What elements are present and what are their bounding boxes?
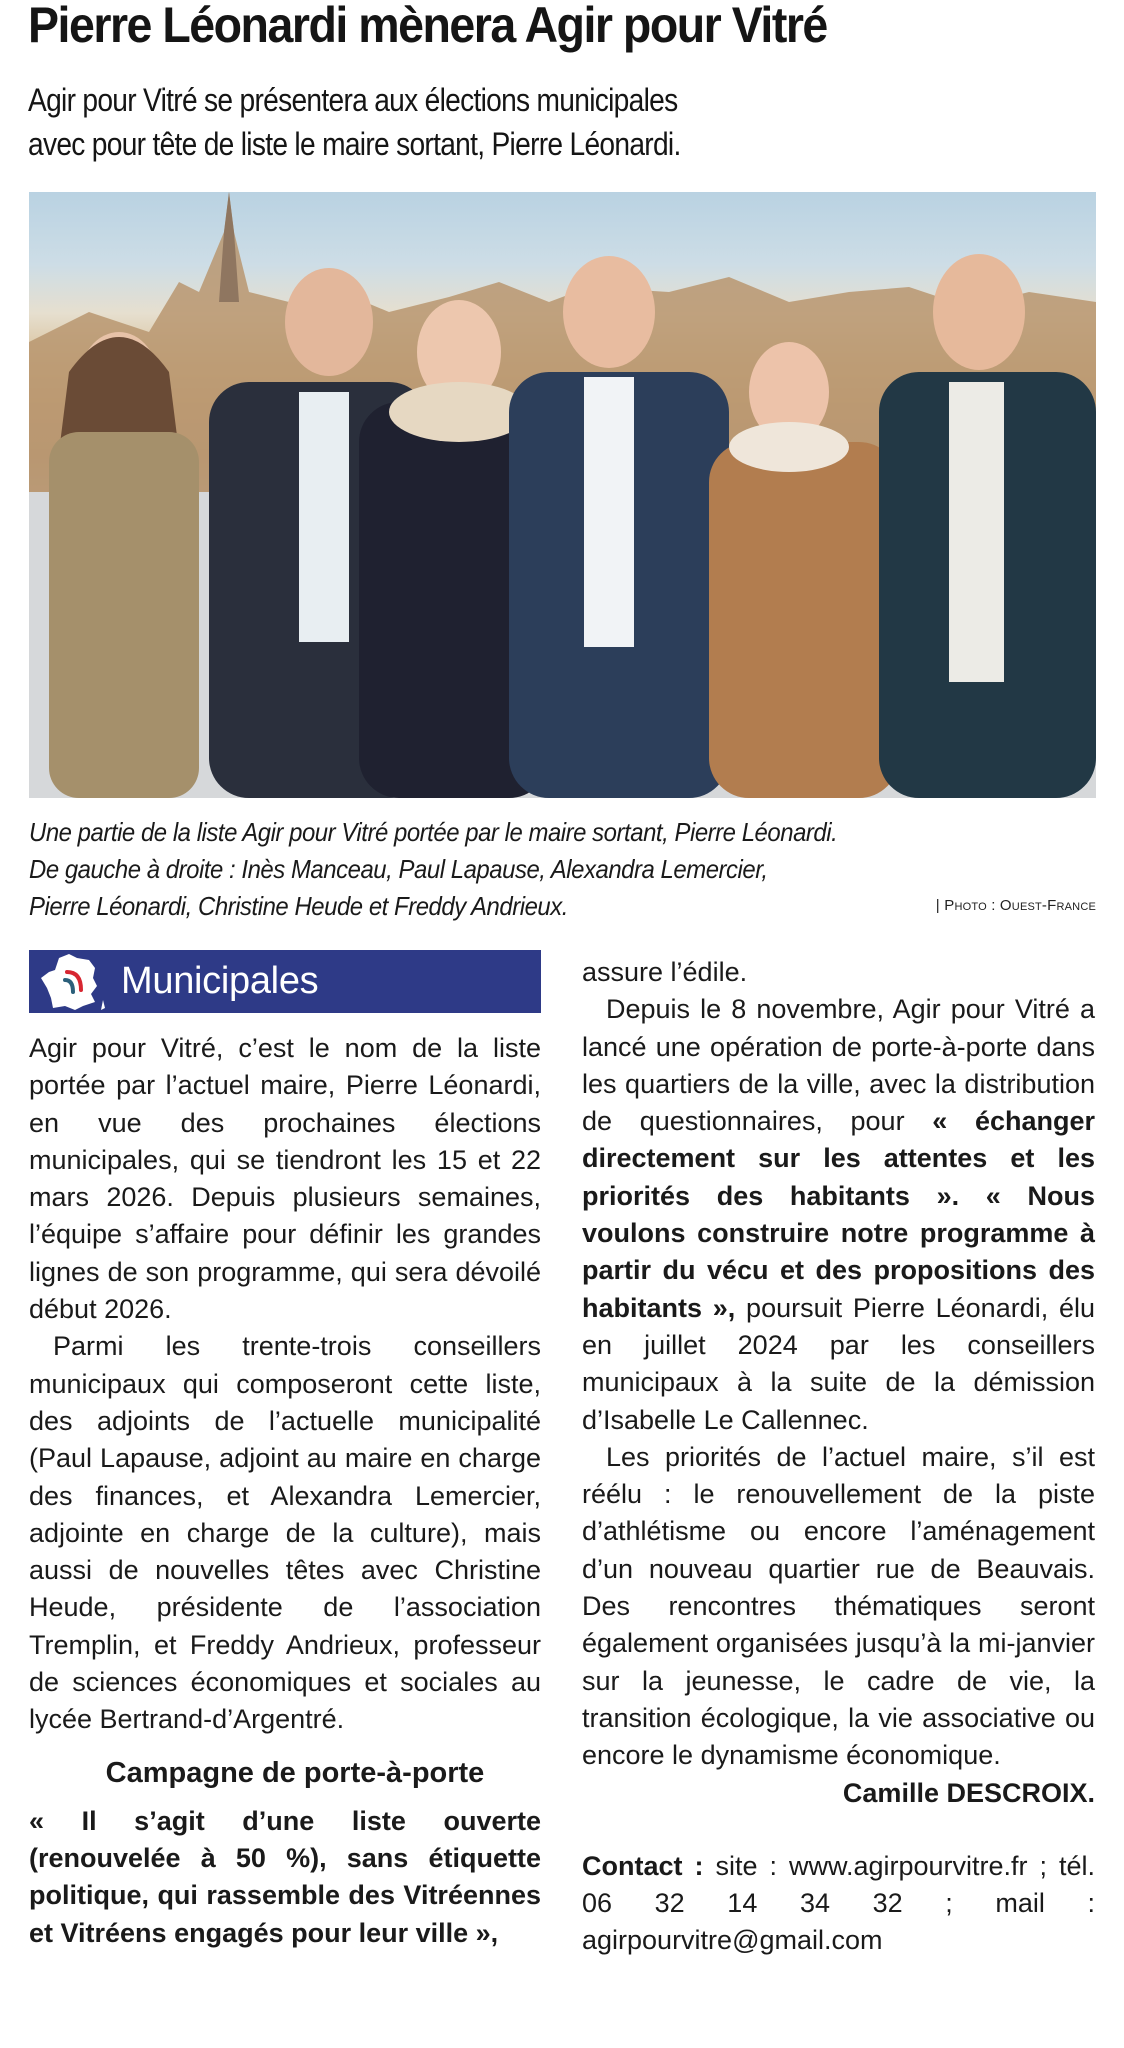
- paragraph: Agir pour Vitré, c’est le nom de la liste portée par l’actuel maire, Pierre Léonardi, en vue des prochaines élections municipales, qui se tiendront les 15 et 22 mars 2026. Depuis plusieurs semaines, l’équipe s’affaire pour définir les grandes lignes de son programme, qui sera dévoilé début 2026.: [29, 1033, 541, 1325]
- photo-credit: | Photo : Ouest-France: [935, 897, 1096, 914]
- standfirst: [28, 78, 996, 166]
- article-column-right: [582, 954, 1095, 1960]
- paragraph: assure l’édile.: [582, 957, 748, 987]
- standfirst-line: avec pour tête de liste le maire sortant, Pierre Léonardi.: [28, 126, 681, 162]
- paragraph: [582, 991, 1095, 1439]
- caption-line: Une partie de la liste Agir pour Vitré portée par le maire sortant, Pierre Léonardi.: [29, 817, 838, 847]
- contact-label: Contact :: [582, 1850, 704, 1881]
- headline: Pierre Léonardi mènera Agir pour Vitré: [28, 0, 827, 53]
- rubric-label: Municipales: [121, 960, 319, 1002]
- france-map-icon: [37, 950, 107, 1013]
- quote-paragraph: « Il s’agit d’une liste ouverte (renouvelée à 50 %), sans étiquette politique, qui rassemble des Vitréennes et Vitréens engagés pour leur ville »,: [29, 1805, 541, 1948]
- photo-caption: [29, 814, 1023, 925]
- text: Depuis le 8 novembre, Agir pour Vitré a lancé une opération de porte-à-porte dans les quartiers de la ville, avec la distribution de questionnaires, pour: [582, 994, 1095, 1137]
- quote: « échanger directement sur les attentes et les priorités des habitants ». « Nous voulons construire notre programme à partir du vécu et des propositions des habitants »,: [582, 1106, 1095, 1323]
- author-signature: Camille DESCROIX.: [842, 1777, 1095, 1808]
- photo-illustration: [29, 192, 1096, 798]
- paragraph: Parmi les trente-trois conseillers municipaux qui composeront cette liste, des adjoints de l’actuelle municipalité (Paul Lapause, adjoint au maire en charge des finances, et Alexandra Lemercier, adjointe en charge de la culture), mais aussi de nouvelles têtes avec Christine Heude, présidente de l’association Tremplin, et Freddy Andrieux, professeur de sciences économiques et sociales au lycée Bertrand-d’Argentré.: [29, 1331, 541, 1735]
- text: poursuit Pierre Léonardi, élu en juillet 2024 par les conseillers municipaux à la suite de la démission d’Isabelle Le Callennec.: [582, 1292, 1096, 1435]
- caption-line: De gauche à droite : Inès Manceau, Paul Lapause, Alexandra Lemercier,: [29, 854, 768, 884]
- subheading: Campagne de porte-à-porte: [105, 1756, 485, 1789]
- group-photo: [29, 192, 1096, 798]
- rubric-banner: [29, 950, 541, 1013]
- contact-info: [582, 1848, 1095, 1960]
- paragraph: Les priorités de l’actuel maire, s’il est réélu : le renouvellement de la piste d’athlétisme ou encore l’aménagement d’un nouveau quartier rue de Beauvais. Des rencontres thématiques seront également organisées jusqu’à la mi-janvier sur la jeunesse, le cadre de vie, la transition écologique, la vie associative ou encore le dynamisme économique.: [582, 1441, 1095, 1771]
- contact-text[interactable]: site : www.agirpourvitre.fr ; tél. 06 32 14 34 32 ; mail : agirpourvitre@gmail.com: [582, 1850, 1095, 1956]
- article-column-left: [29, 1030, 541, 1952]
- caption-line: Pierre Léonardi, Christine Heude et Freddy Andrieux.: [29, 891, 568, 921]
- standfirst-line: Agir pour Vitré se présentera aux élections municipales: [28, 82, 678, 118]
